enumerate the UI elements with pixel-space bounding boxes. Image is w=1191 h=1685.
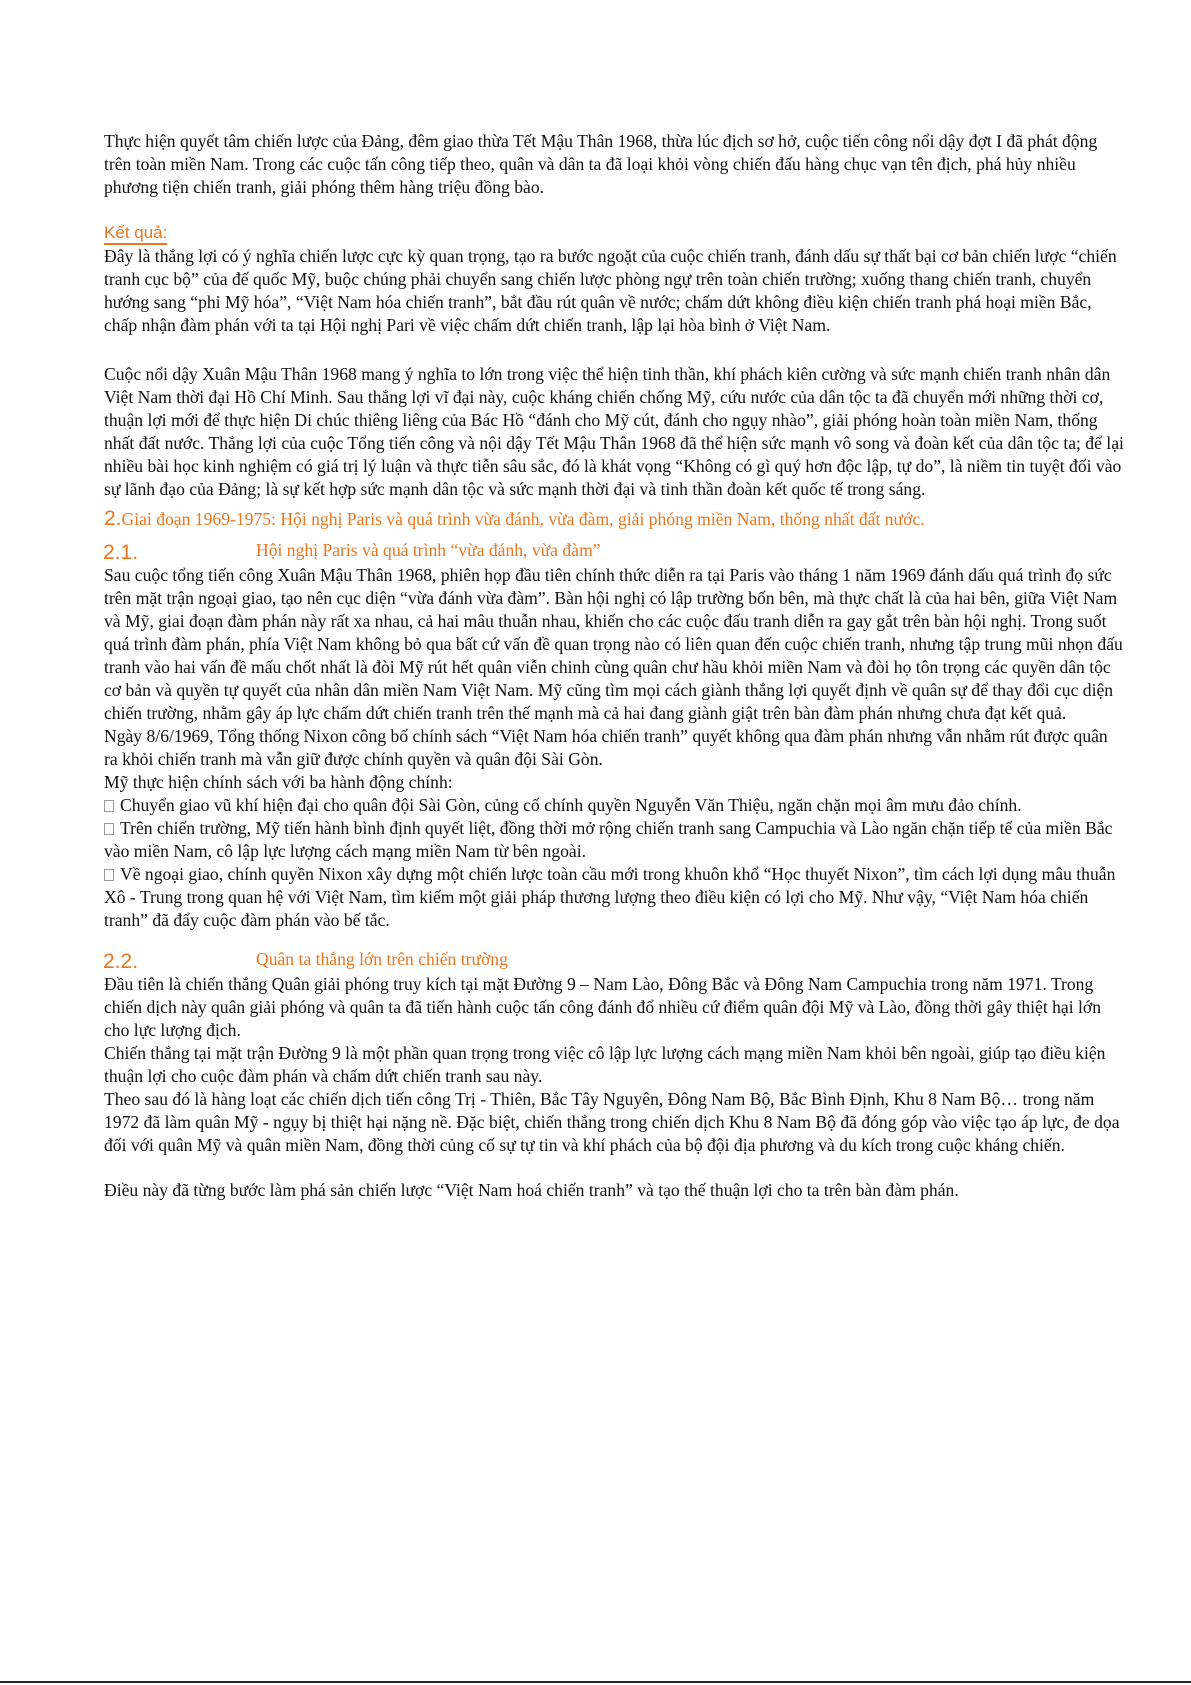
section-2-2-paragraph-1: Đầu tiên là chiến thắng Quân giải phóng truy kích tại mặt Đường 9 – Nam Lào, Đông Bắc và Đông Nam Campuchia trong năm 1971. Trong chiến dịch này quân giải phóng và quân ta đã tiến hành cuộc tấn công đánh đổ nhiều cứ điểm quân đội Mỹ và Lào, đồng thời gây thiệt hại lớn cho lực lượng địch. <box>104 974 1102 1040</box>
section-2-heading <box>104 507 1124 531</box>
result-label: Kết quả: <box>104 223 167 245</box>
bullet-box-icon <box>104 800 114 812</box>
section-2-2-heading <box>104 946 1124 973</box>
section-2-number: 2. <box>104 507 122 530</box>
result-paragraph: Đây là thắng lợi có ý nghĩa chiến lược cực kỳ quan trọng, tạo ra bước ngoặt của cuộc chiến tranh, đánh dấu sự thất bại cơ bản chiến lược “chiến tranh cục bộ” của đế quốc Mỹ, buộc chúng phải chuyển sang chiến lược phòng ngự trên toàn chiến trường; xuống thang chiến tranh, chuyển hướng sang “phi Mỹ hóa”, “Việt Nam hóa chiến tranh”, bắt đầu rút quân về nước; chấm dứt không điều kiện chiến tranh phá hoại miền Bắc, chấp nhận đàm phán với ta tại Hội nghị Pari về việc chấm dứt chiến tranh, lập lại hòa bình ở Việt Nam. <box>104 246 1117 335</box>
section-2-1-title: Hội nghị Paris và quá trình “vừa đánh, vừa đàm” <box>256 540 601 560</box>
section-2-2-paragraph-4: Điều này đã từng bước làm phá sản chiến lược “Việt Nam hoá chiến tranh” và tạo thế thuận lợi cho ta trên bàn đàm phán. <box>104 1180 959 1200</box>
bullet-item <box>104 817 1124 863</box>
document-page <box>104 130 1124 1202</box>
bullet-text: Về ngoại giao, chính quyền Nixon xây dựng một chiến lược toàn cầu mới trong khuôn khổ “Học thuyết Nixon”, tìm cách lợi dụng mâu thuẫn Xô - Trung trong quan hệ với Việt Nam, tìm kiếm một giải pháp thương lượng theo điều kiện có lợi cho Mỹ. Như vậy, “Việt Nam hóa chiến tranh” đã đẩy cuộc đàm phán vào bế tắc. <box>104 864 1116 930</box>
section-2-2-paragraph-3: Theo sau đó là hàng loạt các chiến dịch tiến công Trị - Thiên, Bắc Tây Nguyên, Đông Nam Bộ, Bắc Bình Định, Khu 8 Nam Bộ… trong năm 1972 đã làm quân Mỹ - ngụy bị thiệt hại nặng nề. Đặc biệt, chiến thắng trong chiến dịch Khu 8 Nam Bộ đã đóng góp vào việc tạo áp lực, đe dọa đối với quân Mỹ và quân miền Nam, đồng thời củng cố sự tự tin và khí phách của bộ đội địa phương và du kích trong cuộc kháng chiến. <box>104 1089 1120 1155</box>
bullet-text: Chuyển giao vũ khí hiện đại cho quân đội Sài Gòn, củng cố chính quyền Nguyễn Văn Thiệu, ngăn chặn mọi âm mưu đảo chính. <box>120 795 1022 815</box>
section-2-1-paragraph-3: Mỹ thực hiện chính sách với ba hành động chính: <box>104 772 453 792</box>
page-bottom-divider <box>0 1681 1191 1683</box>
section-2-1-number: 2.1. <box>103 541 139 564</box>
bullet-text: Trên chiến trường, Mỹ tiến hành bình định quyết liệt, đồng thời mở rộng chiến tranh sang Campuchia và Lào ngăn chặn tiếp tế của miền Bắc vào miền Nam, cô lập lực lượng cách mạng miền Nam từ bên ngoài. <box>104 818 1113 861</box>
bullet-box-icon <box>104 869 114 881</box>
section-2-1-paragraph-2: Ngày 8/6/1969, Tổng thống Nixon công bố chính sách “Việt Nam hóa chiến tranh” quyết không qua đàm phán nhưng vẫn nhằm rút được quân ra khỏi chiến tranh mà vẫn giữ được chính quyền và quân đội Sài Gòn. <box>104 726 1108 769</box>
intro-paragraph: Thực hiện quyết tâm chiến lược của Đảng, đêm giao thừa Tết Mậu Thân 1968, thừa lúc địch sơ hở, cuộc tiến công nổi dậy đợt I đã phát động trên toàn miền Nam. Trong các cuộc tấn công tiếp theo, quân và dân ta đã loại khỏi vòng chiến đấu hàng chục vạn tên địch, phá hủy nhiều phương tiện chiến tranh, giải phóng thêm hàng triệu đồng bào. <box>104 131 1098 197</box>
section-2-1-heading <box>104 537 1124 564</box>
section-2-1-paragraph-1: Sau cuộc tổng tiến công Xuân Mậu Thân 1968, phiên họp đầu tiên chính thức diễn ra tại Paris vào tháng 1 năm 1969 đánh dấu quá trình đọ sức trên mặt trận ngoại giao, tạo nên cục diện “vừa đánh vừa đàm”. Bàn hội nghị có lập trường bốn bên, mà thực chất là của hai bên, giữa Việt Nam và Mỹ, giai đoạn đàm phán này rất xa nhau, cả hai mâu thuẫn nhau, khiến cho các cuộc đấu tranh diễn ra gay gắt trên bàn hội nghị. Trong suốt quá trình đàm phán, phía Việt Nam không bỏ qua bất cứ vấn đề quan trọng nào có liên quan đến cuộc chiến tranh, nhưng tập trung mũi nhọn đấu tranh vào hai vấn đề mấu chốt nhất là đòi Mỹ rút hết quân viễn chinh cùng quân chư hầu khỏi miền Nam và đòi họ tôn trọng các quyền dân tộc cơ bản và quyền tự quyết của nhân dân miền Nam Việt Nam. Mỹ cũng tìm mọi cách giành thắng lợi quyết định về quân sự để thay đổi cục diện chiến trường, nhằm gây áp lực chấm dứt chiến tranh trên thế mạnh mà cả hai đang giành giật trên bàn đàm phán nhưng chưa đạt kết quả. <box>104 565 1123 723</box>
section-2-title: Giai đoạn 1969-1975: Hội nghị Paris và quá trình vừa đánh, vừa đàm, giải phóng miền Nam, thống nhất đất nước. <box>121 509 925 529</box>
significance-paragraph: Cuộc nổi dậy Xuân Mậu Thân 1968 mang ý nghĩa to lớn trong việc thể hiện tinh thần, khí phách kiên cường và sức mạnh chiến tranh nhân dân Việt Nam thời đại Hồ Chí Minh. Sau thắng lợi vĩ đại này, cuộc kháng chiến chống Mỹ, cứu nước của dân tộc ta đã chuyển mới những thời cơ, thuận lợi mới để thực hiện Di chúc thiêng liêng của Bác Hồ “đánh cho Mỹ cút, đánh cho ngụy nhào”, giải phóng hoàn toàn miền Nam, thống nhất đất nước. Thắng lợi của cuộc Tổng tiến công và nội dậy Tết Mậu Thân 1968 đã thể hiện sức mạnh vô song và đoàn kết của dân tộc ta; để lại nhiều bài học kinh nghiệm có giá trị lý luận và thực tiễn sâu sắc, đó là khát vọng “Không có gì quý hơn độc lập, tự do”, là niềm tin tuyệt đối vào sự lãnh đạo của Đảng; là sự kết hợp sức mạnh dân tộc và sức mạnh thời đại và tinh thần đoàn kết quốc tế trong sáng. <box>104 364 1124 499</box>
bullet-item <box>104 863 1124 932</box>
section-2-2-title: Quân ta thắng lớn trên chiến trường <box>256 949 508 969</box>
bullet-box-icon <box>104 823 114 835</box>
section-2-2-paragraph-2: Chiến thắng tại mặt trận Đường 9 là một phần quan trọng trong việc cô lập lực lượng cách mạng miền Nam khỏi bên ngoài, giúp tạo điều kiện thuận lợi cho cuộc đàm phán và chấm dứt chiến tranh sau này. <box>104 1043 1106 1086</box>
section-2-2-number: 2.2. <box>103 950 139 973</box>
bullet-item <box>104 794 1124 817</box>
